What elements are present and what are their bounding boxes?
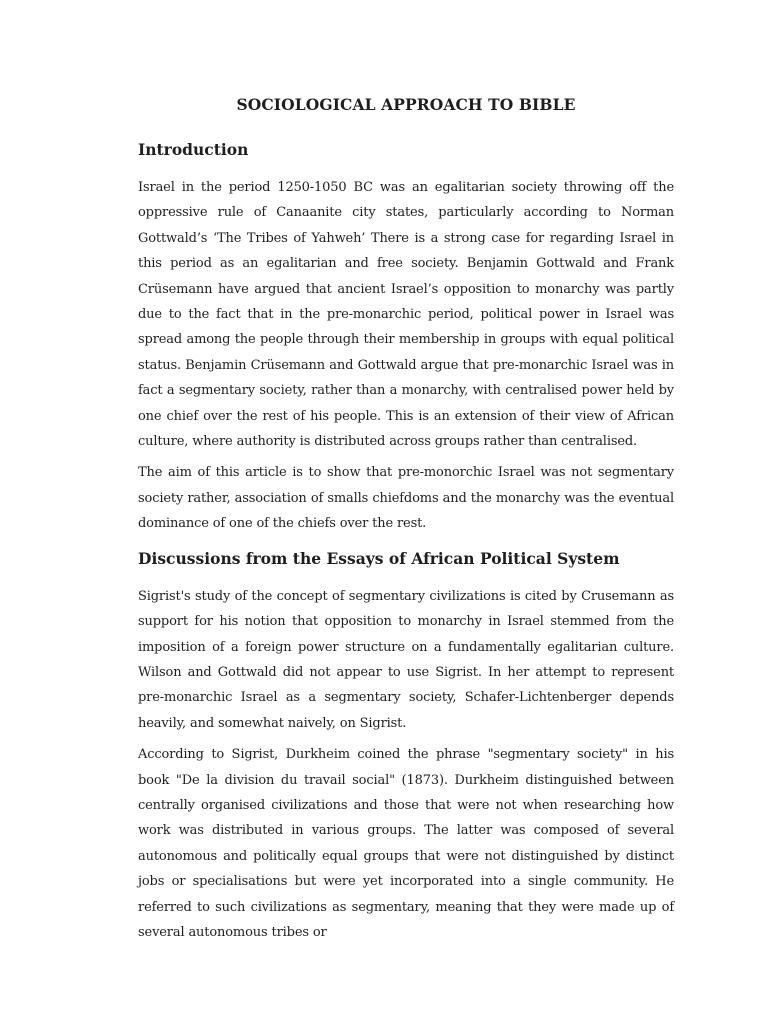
document-title: SOCIOLOGICAL APPROACH TO BIBLE: [236, 95, 576, 114]
paragraph: According to Sigrist, Durkheim coined the phrase "segmentary society" in his book "De la division du travail social" (1873). Durkheim distinguished between centrally organised civilizations and those that were not when researching how work was distributed in various groups. The latter was composed of several autonomous and politically equal groups that were not distinguished by distinct jobs or specialisations but were yet incorporated into a single community. He referred to such civilizations as segmentary, meaning that they were made up of several autonomous tribes or: [138, 747, 674, 940]
paragraph: The aim of this article is to show that pre-monorchic Israel was not segmentary society rather, association of smalls chiefdoms and the monarchy was the eventual dominance of one of the chiefs over the rest.: [138, 465, 674, 532]
paragraph: Sigrist's study of the concept of segmentary civilizations is cited by Crusemann as support for his notion that opposition to monarchy in Israel stemmed from the imposition of a foreign power structure on a fundamentally egalitarian culture. Wilson and Gottwald did not appear to use Sigrist. In her attempt to represent pre-monarchic Israel as a segmentary society, Schafer-Lichtenberger depends heavily, and somewhat naively, on Sigrist.: [138, 588, 674, 731]
section-heading-discussions: Discussions from the Essays of African Political System: [138, 548, 620, 568]
section-heading-introduction: Introduction: [138, 140, 249, 159]
paragraph: Israel in the period 1250-1050 BC was an egalitarian society throwing off the oppressive rule of Canaanite city states, particularly according to Norman Gottwald’s ‘The Tribes of Yahweh’ There is a strong case for regarding Israel in this period as an egalitarian and free society. Benjamin Gottwald and Frank Crüsemann have argued that ancient Israel’s opposition to monarchy was partly due to the fact that in the pre-monarchic period, political power in Israel was spread among the people through their membership in groups with equal political status. Benjamin Crüsemann and Gottwald argue that pre-monarchic Israel was in fact a segmentary society, rather than a monarchy, with centralised power held by one chief over the rest of his people. This is an extension of their view of African culture, where authority is distributed across groups rather than centralised.: [138, 180, 674, 450]
document-body: [138, 95, 674, 951]
